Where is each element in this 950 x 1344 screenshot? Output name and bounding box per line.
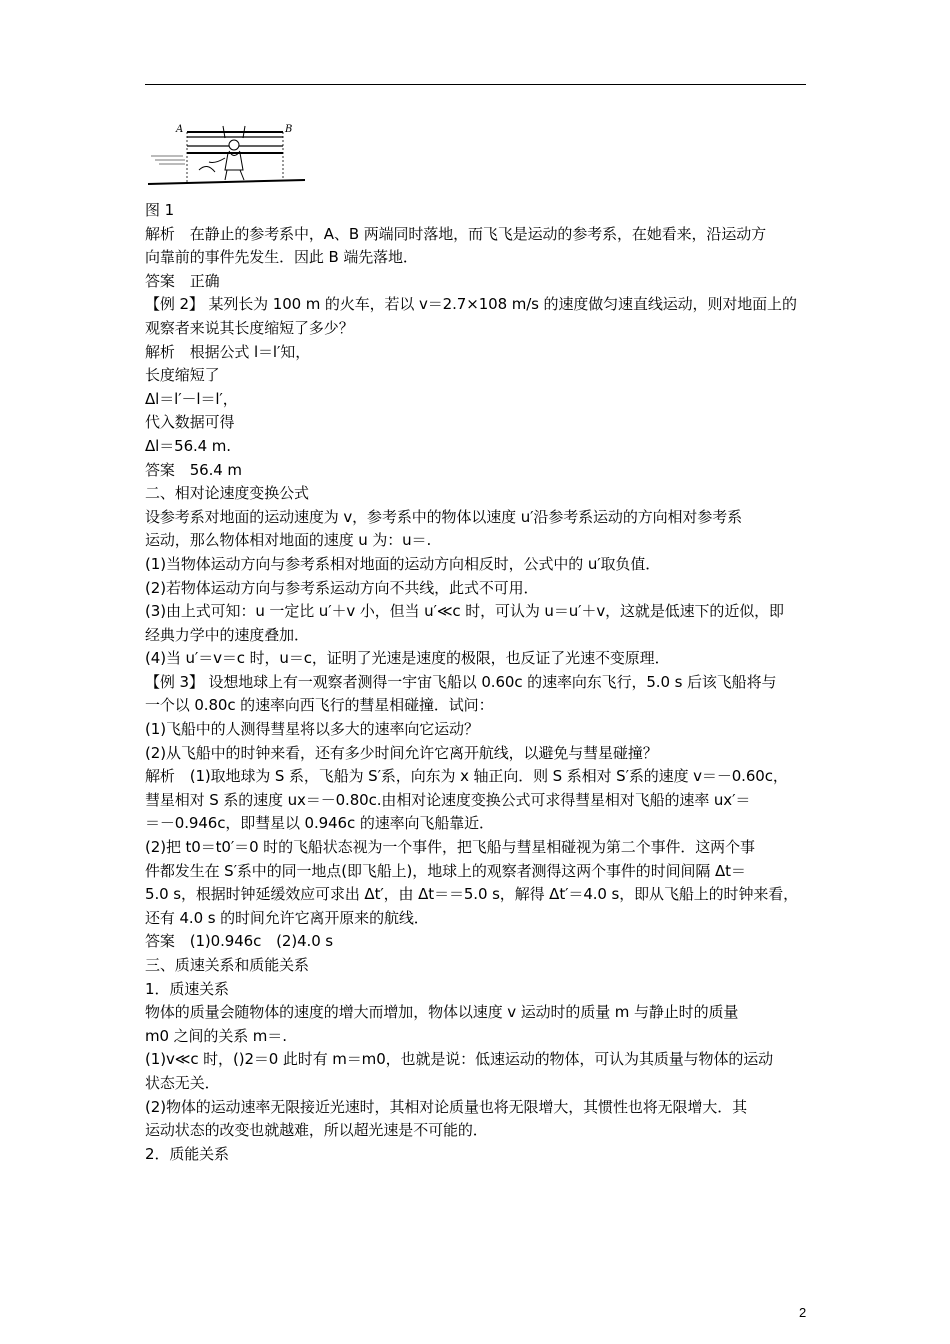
text-line: 件都发生在 S′系中的同一地点(即飞船上)，地球上的观察者测得这两个事件的时间间隔 Δt＝	[145, 861, 746, 880]
text-line: 物体的质量会随物体的速度的增大而增加，物体以速度 v 运动时的质量 m 与静止时的质量	[145, 1003, 739, 1022]
text-line: (1)v≪c 时，()2＝0 此时有 m＝m0，也就是说：低速运动的物体，可认为其质量与物体的运动	[145, 1050, 774, 1069]
text-line: 一个以 0.80c 的速率向西飞行的彗星相碰撞．试问：	[145, 696, 494, 715]
text-line: 解析 根据公式 l＝l′知，	[145, 342, 311, 361]
text-line: (2)若物体运动方向与参考系运动方向不共线，此式不可用．	[145, 578, 539, 597]
label-b: B	[285, 124, 293, 135]
text-line: (1)飞船中的人测得彗星将以多大的速率向它运动？	[145, 720, 479, 739]
text-line: 【例 2】 某列长为 100 m 的火车，若以 v＝2.7×108 m/s 的速度做匀速直线运动，则对地面上的	[145, 295, 797, 314]
text-line: (2)物体的运动速率无限接近光速时，其相对论质量也将无限增大，其惯性也将无限增大．其	[145, 1097, 748, 1116]
page-number: 2	[799, 1305, 807, 1320]
text-line: 1．质速关系	[145, 979, 229, 998]
text-line: 2．质能关系	[145, 1144, 229, 1163]
text-line: 【例 3】 设想地球上有一观察者测得一宇宙飞船以 0.60c 的速率向东飞行，5.0 s 后该飞船将与	[145, 672, 777, 691]
text-line: 设参考系对地面的运动速度为 v，参考系中的物体以速度 u′沿参考系运动的方向相对参考系	[145, 507, 743, 526]
text-line: 运动状态的改变也就越难，所以超光速是不可能的．	[145, 1121, 488, 1140]
text-line: 还有 4.0 s 的时间允许它离开原来的航线．	[145, 908, 429, 927]
text-line: 状态无关．	[145, 1073, 220, 1092]
text-line: 彗星相对 S 系的速度 ux＝－0.80c.由相对论速度变换公式可求得彗星相对飞船的速率 ux′＝	[145, 790, 751, 809]
text-line: (4)当 u′＝v＝c 时，u＝c，证明了光速是速度的极限，也反证了光速不变原理．	[145, 649, 670, 668]
text-line: 观察者来说其长度缩短了多少？	[145, 318, 354, 337]
text-line: 5.0 s，根据时钟延缓效应可求出 Δt′，由 Δt＝＝5.0 s，解得 Δt′＝4.0 s，即从飞船上的时钟来看，	[145, 885, 799, 904]
text-line: (2)从飞船中的时钟来看，还有多少时间允许它离开航线，以避免与彗星碰撞？	[145, 743, 658, 762]
text-line: Δl＝l′－l＝l′，	[145, 389, 238, 408]
text-line: (1)当物体运动方向与参考系相对地面的运动方向相反时，公式中的 u′取负值．	[145, 554, 661, 573]
text-line: 代入数据可得	[145, 413, 235, 432]
text-line: 答案 正确	[145, 271, 220, 290]
text-line: 解析 (1)取地球为 S 系，飞船为 S′系，向东为 x 轴正向．则 S 系相对 S′系的速度 v＝－0.60c，	[145, 767, 788, 786]
text-line: (3)由上式可知：u 一定比 u′＋v 小，但当 u′≪c 时，可认为 u＝u′＋v，这就是低速下的近似，即	[145, 602, 784, 621]
text-line: 经典力学中的速度叠加．	[145, 625, 309, 644]
text-line: 答案 56.4 m	[145, 460, 242, 479]
text-line: ＝－0.946c，即彗星以 0.946c 的速率向飞船靠近．	[145, 814, 494, 833]
text-line: 答案 (1)0.946c (2)4.0 s	[145, 932, 334, 951]
text-line: (2)把 t0＝t0′＝0 时的飞船状态视为一个事件，把飞船与彗星相碰视为第二个事件．这两个事	[145, 838, 755, 857]
figure-caption: 图 1	[145, 201, 175, 219]
text-line: 运动，那么物体相对地面的速度 u 为：u＝.	[145, 531, 432, 550]
document-body	[145, 199, 808, 1166]
header-rule	[145, 84, 806, 85]
text-line: 长度缩短了	[145, 366, 220, 385]
train-girl-figure	[145, 120, 310, 192]
section-heading: 二、相对论速度变换公式	[145, 484, 309, 503]
section-heading: 三、质速关系和质能关系	[145, 956, 309, 974]
text-line: 解析 在静止的参考系中，A、B 两端同时落地，而飞飞是运动的参考系，在她看来，沿运动方	[145, 224, 767, 243]
text-line: Δl＝56.4 m.	[145, 436, 231, 455]
label-a: A	[176, 124, 184, 135]
text-line: 向靠前的事件先发生．因此 B 端先落地．	[145, 248, 418, 267]
text-line: m0 之间的关系 m＝.	[145, 1026, 287, 1045]
